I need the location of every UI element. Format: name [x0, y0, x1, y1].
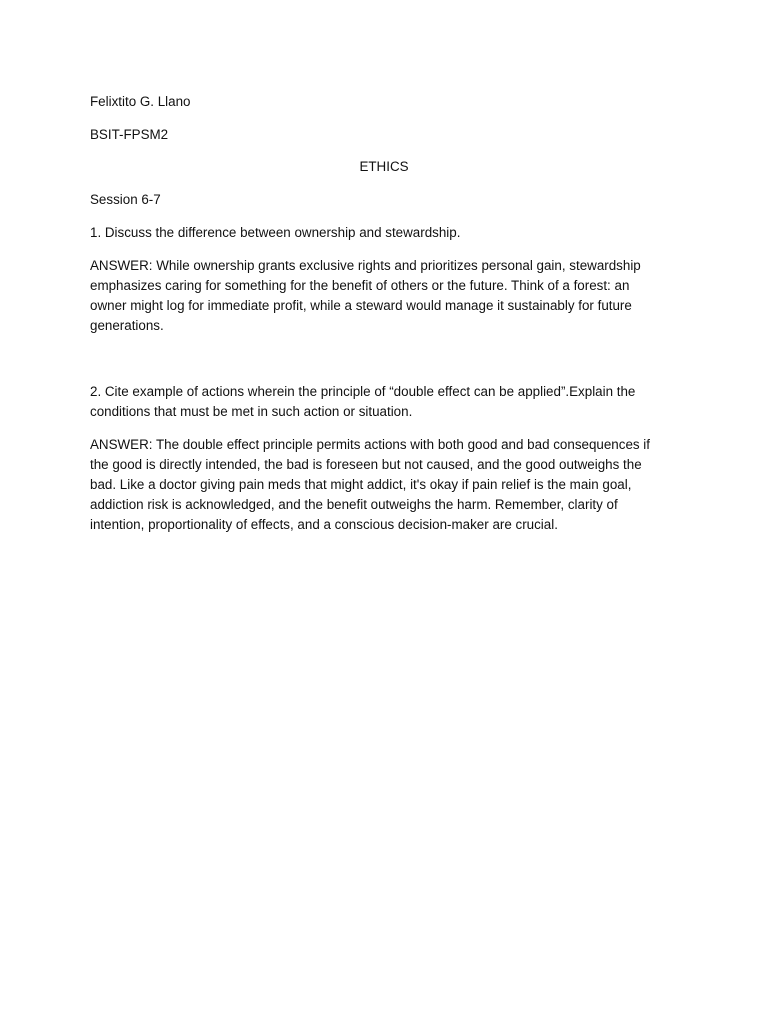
answer-2-line: the good is directly intended, the bad is foreseen but not caused, and the good outweighs the	[90, 457, 642, 472]
answer-1	[90, 256, 680, 336]
answer-2	[90, 435, 680, 535]
question-2-line: 2. Cite example of actions wherein the principle of “double effect can be applied”.Explain the	[90, 384, 636, 399]
answer-1-line: owner might log for immediate profit, while a steward would manage it sustainably for future	[90, 298, 632, 313]
document-title: ETHICS	[359, 159, 409, 174]
session-label: Session 6-7	[90, 192, 161, 207]
answer-2-line: addiction risk is acknowledged, and the benefit outweighs the harm. Remember, clarity of	[90, 497, 618, 512]
question-2	[90, 382, 680, 422]
answer-2-line: ANSWER: The double effect principle permits actions with both good and bad consequences if	[90, 437, 651, 452]
question-1: 1. Discuss the difference between ownership and stewardship.	[90, 225, 461, 240]
question-2-line: conditions that must be met in such action or situation.	[90, 404, 413, 419]
answer-1-line: emphasizes caring for something for the benefit of others or the future. Think of a forest: an	[90, 278, 630, 293]
answer-1-line: generations.	[90, 318, 164, 333]
student-name: Felixtito G. Llano	[90, 94, 191, 109]
answer-2-line: bad. Like a doctor giving pain meds that might addict, it's okay if pain relief is the main goal,	[90, 477, 632, 492]
answer-1-line: ANSWER: While ownership grants exclusive rights and prioritizes personal gain, stewardship	[90, 258, 641, 273]
answer-2-line: intention, proportionality of effects, and a conscious decision-maker are crucial.	[90, 517, 558, 532]
student-section: BSIT-FPSM2	[90, 127, 169, 142]
